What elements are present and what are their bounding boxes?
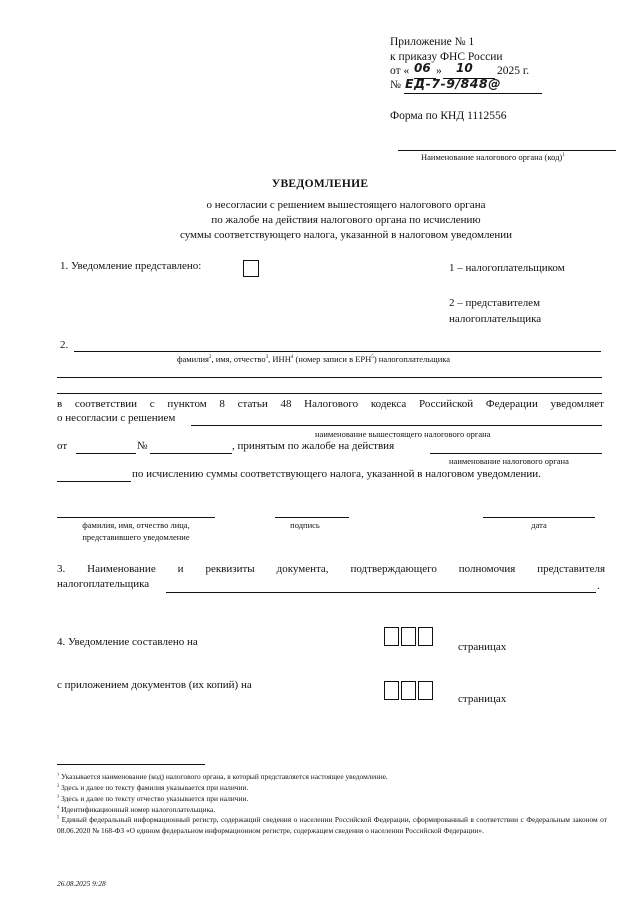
footnote-3: $^3$ Здесь и далее по тексту отчество указывается при наличии. (57, 793, 249, 803)
signature-line[interactable] (275, 517, 349, 518)
footnote-4: $^4$ Идентификационный номер налогоплательщика. (57, 804, 216, 814)
date-caption: дата (531, 520, 547, 530)
order-date-quote: » (436, 65, 442, 77)
order-date-year: 2025 г. (497, 65, 530, 77)
representative-document-line[interactable] (166, 592, 596, 593)
tax-authority-caption: Наименование налогового органа (код)$^1$ (421, 152, 565, 162)
tax-calc-line[interactable] (57, 481, 131, 482)
pages-digit-1[interactable] (384, 627, 399, 646)
section1-label: 1. Уведомление представлено: (60, 260, 202, 272)
attachment-pages-digit-3[interactable] (418, 681, 433, 700)
decision-number-label: № (137, 440, 148, 452)
decision-date-line[interactable] (76, 453, 136, 454)
option-representative-line1: 2 – представителем (449, 297, 541, 309)
order-reference: к приказу ФНС России (390, 51, 503, 63)
footnote-5: $^5$ Единый федеральный информационный регистр, содержащий сведения о населении Российской Федерации, сформированный в соответствии с Федеральным законом от 08.06.2020 № 168-ФЗ «О едином федеральном информационном регистре, содержащем сведения о населении Российской Федерации». (57, 814, 607, 835)
section2-text-line1: в соответствии с пунктом 8 статьи 48 Налогового кодекса Российской Федерации уведомляет (57, 398, 604, 410)
footnote-2: $^2$ Здесь и далее по тексту фамилия указывается при наличии. (57, 782, 249, 792)
pages-label: страницах (458, 641, 507, 653)
authority-name-line[interactable] (430, 453, 602, 454)
attachment-pages-label: страницах (458, 693, 507, 705)
option-representative-line2: налогоплательщика (449, 313, 542, 325)
decision-from-label: от (57, 440, 68, 452)
document-title: УВЕДОМЛЕНИЕ (271, 178, 369, 190)
higher-authority-caption: наименование вышестоящего налогового органа (315, 429, 491, 439)
signer-name-caption-1: фамилия, имя, отчество лица, (82, 520, 190, 530)
title-line-1: о несогласии с решением вышестоящего налогового органа (206, 199, 486, 211)
section2-text-line2: о несогласии с решением (57, 412, 176, 424)
title-line-3: суммы соответствующего налога, указанной в налоговом уведомлении (179, 229, 513, 241)
accepted-text: , принятым по жалобе на действия (232, 440, 395, 452)
taxpayer-line-3[interactable] (57, 393, 602, 394)
taxpayer-name-line[interactable] (74, 351, 601, 352)
pages-digit-2[interactable] (401, 627, 416, 646)
option-taxpayer: 1 – налогоплательщиком (449, 262, 565, 274)
order-date-month: 10 (456, 61, 473, 75)
attachment-pages-digit-2[interactable] (401, 681, 416, 700)
order-number-value: ЕД-7-9/848@ (405, 76, 502, 91)
decision-number-line[interactable] (150, 453, 232, 454)
print-timestamp: 26.08.2025 9:28 (57, 879, 106, 888)
footnote-separator (57, 764, 205, 765)
signer-name-line[interactable] (57, 517, 215, 518)
order-date-day: 06 (414, 61, 431, 75)
footnote-1: $^1$ Указывается наименование (код) налогового органа, в который представляется настоящее уведомление. (57, 771, 388, 781)
section3-line1: 3. Наименование и реквизиты документа, подтверждающего полномочия представителя (57, 563, 605, 575)
attachments-label: с приложением документов (их копий) на (57, 679, 252, 691)
calc-text: по исчислению суммы соответствующего налога, указанной в налоговом уведомлении. (132, 468, 541, 480)
section4-label: 4. Уведомление составлено на (57, 636, 198, 648)
higher-authority-line[interactable] (191, 425, 602, 426)
section3-line2: налогоплательщика (57, 578, 150, 590)
submitter-type-box[interactable] (243, 260, 259, 277)
taxpayer-name-caption: фамилия$^2$, имя, отчество$^3$, ИНН$^4$ (номер записи в ЕРН$^5$) налогоплательщика (177, 354, 451, 364)
appendix-label: Приложение № 1 (390, 36, 475, 48)
title-line-2: по жалобе на действия налогового органа по исчислению (211, 214, 481, 226)
taxpayer-line-2[interactable] (57, 377, 602, 378)
section2-number: 2. (60, 339, 69, 351)
form-code: Форма по КНД 1112556 (390, 110, 507, 122)
authority-name-caption: наименование налогового органа (449, 456, 569, 466)
signer-name-caption-2: представившего уведомление (82, 532, 190, 542)
date-line[interactable] (483, 517, 595, 518)
order-date-prefix: от « (390, 65, 410, 77)
attachment-pages-digit-1[interactable] (384, 681, 399, 700)
signature-caption: подпись (290, 520, 320, 530)
section3-end: . (597, 580, 600, 592)
order-number-prefix: № (390, 79, 401, 91)
pages-digit-3[interactable] (418, 627, 433, 646)
